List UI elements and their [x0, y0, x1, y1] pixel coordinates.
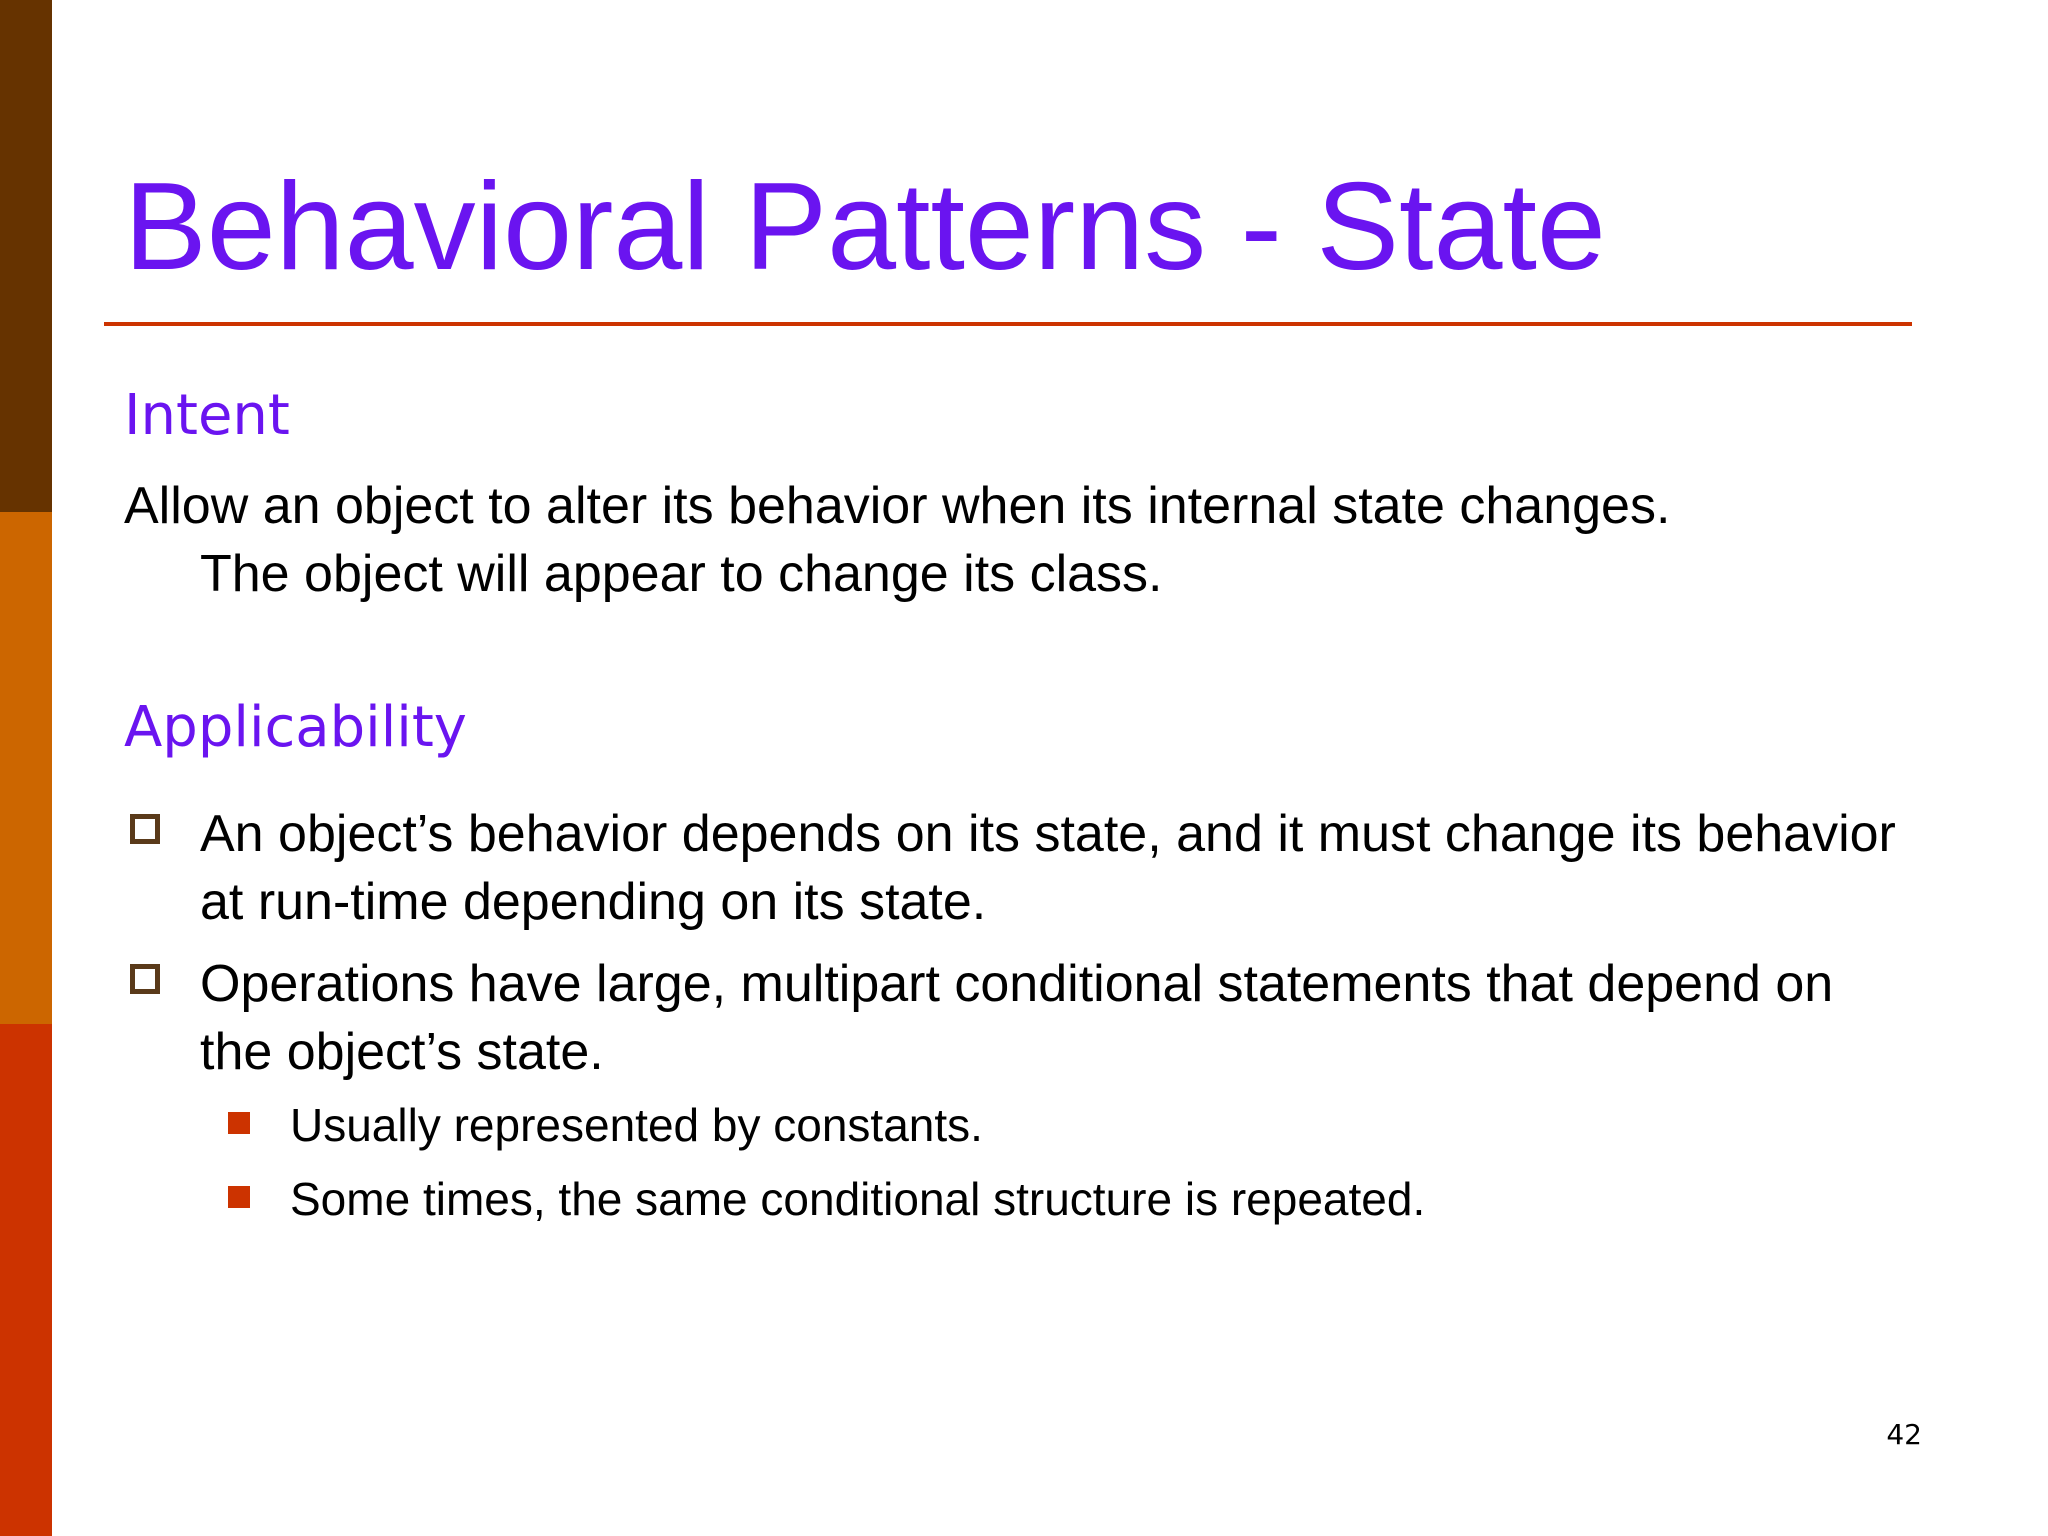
intent-text	[124, 472, 1924, 608]
applicability-bullet	[124, 950, 1914, 1236]
intent-heading: Intent	[124, 383, 290, 448]
sidebar-segment-top	[0, 0, 52, 512]
sub-bullet-text: Usually represented by constants.	[290, 1099, 983, 1151]
filled-square-bullet-icon	[228, 1112, 250, 1134]
sub-bullet-list	[200, 1088, 1914, 1236]
sub-bullet	[200, 1162, 1914, 1236]
sidebar-segment-middle	[0, 512, 52, 1024]
applicability-bullet	[124, 800, 1914, 936]
slide-title: Behavioral Patterns - State	[124, 158, 1606, 296]
sub-bullet	[200, 1088, 1914, 1162]
page-number: 42	[1886, 1418, 1922, 1451]
intent-line: Allow an object to alter its behavior when its internal state changes.	[124, 477, 1671, 535]
applicability-heading: Applicability	[124, 695, 467, 760]
intent-line: The object will appear to change its class.	[200, 545, 1163, 603]
bullet-text: An object’s behavior depends on its state, and it must change its behavior at run-time depending on its state.	[200, 805, 1896, 931]
applicability-list	[124, 800, 1914, 1250]
hollow-square-bullet-icon	[130, 814, 160, 844]
hollow-square-bullet-icon	[130, 964, 160, 994]
filled-square-bullet-icon	[228, 1186, 250, 1208]
bullet-text: Operations have large, multipart conditional statements that depend on the object’s state.	[200, 955, 1834, 1081]
sub-bullet-text: Some times, the same conditional structure is repeated.	[290, 1173, 1426, 1225]
sidebar-segment-bottom	[0, 1024, 52, 1536]
title-divider	[104, 322, 1912, 326]
